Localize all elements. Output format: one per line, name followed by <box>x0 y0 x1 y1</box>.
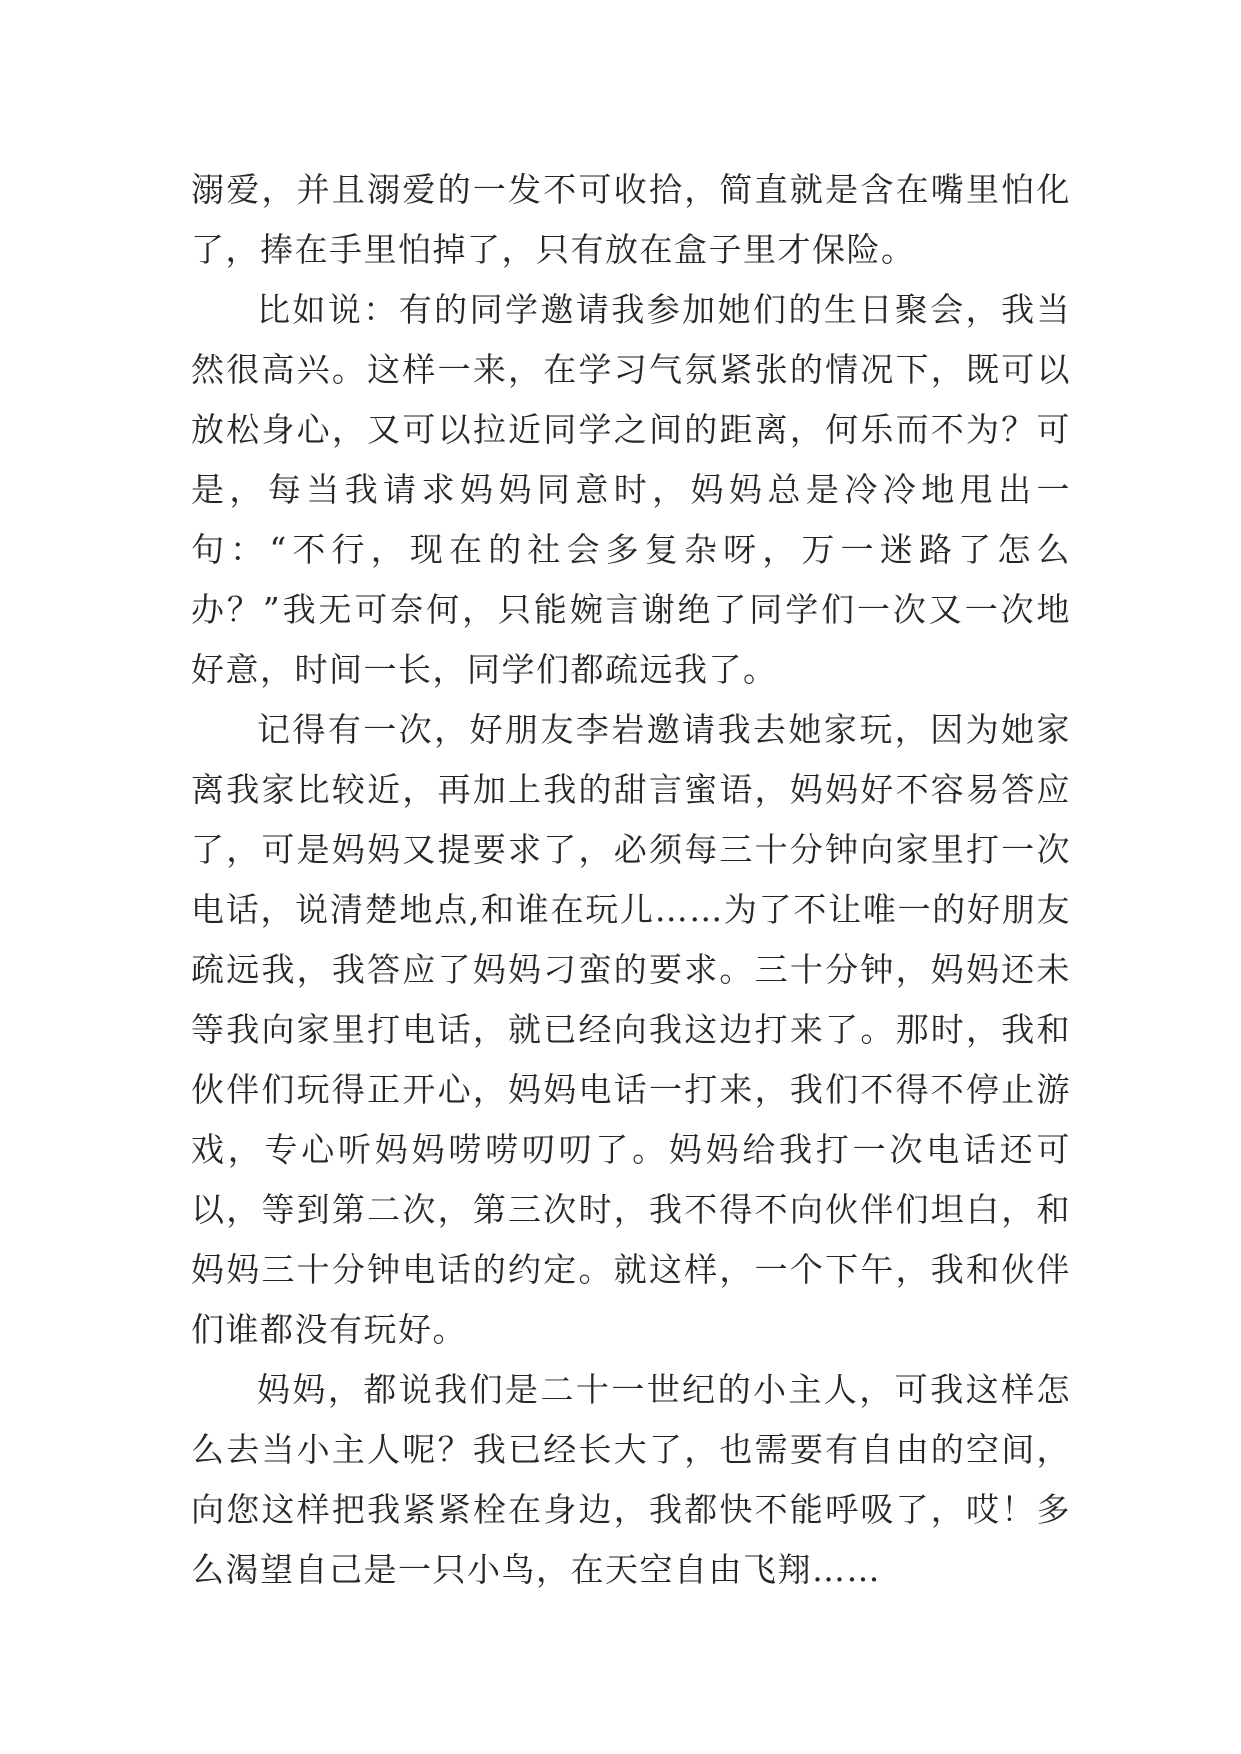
document-body <box>191 160 1071 1600</box>
paragraph-1: 溺爱，并且溺爱的一发不可收拾，简直就是含在嘴里怕化了，捧在手里怕掉了，只有放在盒子里才保险。 <box>191 170 1071 269</box>
paragraph-3: 记得有一次，好朋友李岩邀请我去她家玩，因为她家离我家比较近，再加上我的甜言蜜语，妈妈好不容易答应了，可是妈妈又提要求了，必须每三十分钟向家里打一次电话，说清楚地点,和谁在玩儿……为了不让唯一的好朋友疏远我，我答应了妈妈刁蛮的要求。三十分钟，妈妈还未等我向家里打电话，就已经向我这边打来了。那时，我和伙伴们玩得正开心，妈妈电话一打来，我们不得不停止游戏，专心听妈妈唠唠叨叨了。妈妈给我打一次电话还可以，等到第二次，第三次时，我不得不向伙伴们坦白，和妈妈三十分钟电话的约定。就这样，一个下午，我和伙伴们谁都没有玩好。 <box>191 710 1071 1349</box>
paragraph-2: 比如说：有的同学邀请我参加她们的生日聚会，我当然很高兴。这样一来，在学习气氛紧张的情况下，既可以放松身心，又可以拉近同学之间的距离，何乐而不为？可是，每当我请求妈妈同意时，妈妈总是冷冷地甩出一句：“不行，现在的社会多复杂呀，万一迷路了怎么办？”我无可奈何，只能婉言谢绝了同学们一次又一次地好意，时间一长，同学们都疏远我了。 <box>191 290 1071 689</box>
paragraph-4: 妈妈，都说我们是二十一世纪的小主人，可我这样怎么去当小主人呢？我已经长大了，也需要有自由的空间，向您这样把我紧紧栓在身边，我都快不能呼吸了，哎！多么渴望自己是一只小鸟，在天空自由飞翔…… <box>191 1370 1071 1589</box>
